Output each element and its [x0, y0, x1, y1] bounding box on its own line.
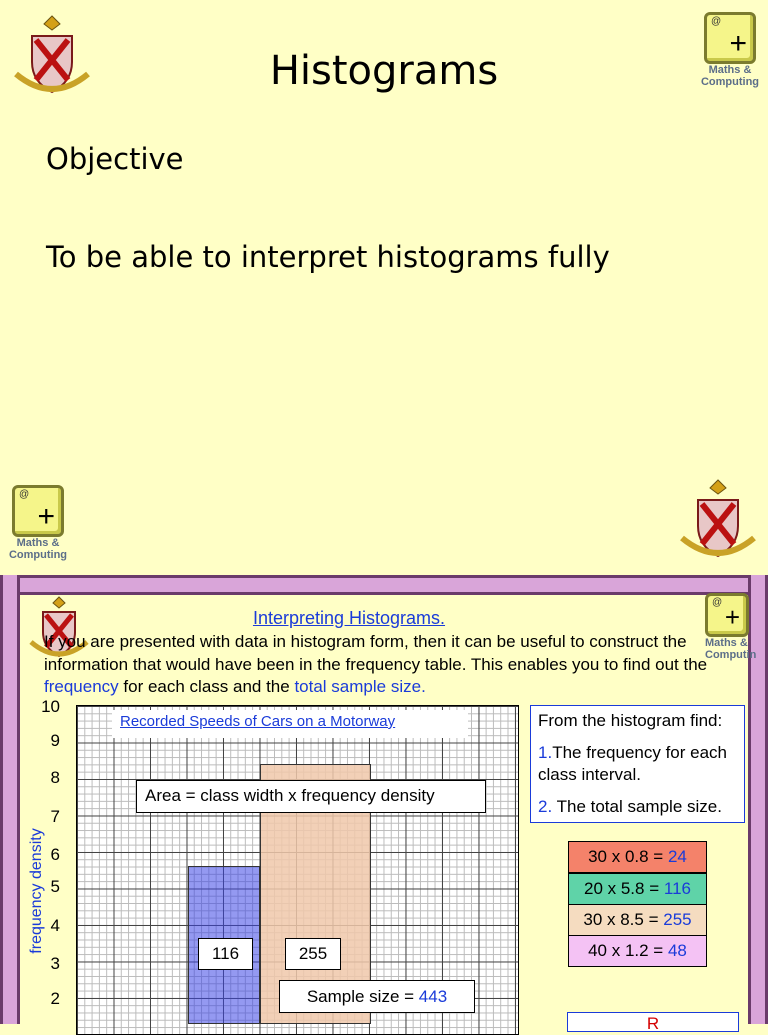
- school-crest-icon: [678, 476, 758, 566]
- intro-paragraph: [44, 631, 734, 699]
- instruction-heading: From the histogram find:: [538, 711, 723, 730]
- frequency-term: frequency: [44, 677, 119, 696]
- calc-expression: 30 x 0.8 =: [588, 847, 668, 866]
- badge-text: Computin: [705, 649, 757, 661]
- y-tick-label: 6: [50, 845, 60, 864]
- maths-computing-badge: [8, 485, 68, 561]
- badge-text: Computing: [8, 549, 68, 561]
- badge-text: Maths &: [16, 537, 60, 549]
- y-tick-label: 4: [50, 916, 60, 935]
- calc-result: 24: [667, 847, 687, 866]
- instruction-item-1: [538, 742, 737, 786]
- badge-text: Maths &: [705, 637, 748, 649]
- slide-title: Histograms: [269, 48, 499, 94]
- item-text: The frequency for each class interval.: [538, 743, 728, 784]
- y-tick-label: 8: [50, 768, 60, 787]
- y-tick-label: 2: [50, 989, 60, 1008]
- calc-expression: 30 x 8.5 =: [583, 910, 664, 929]
- objective-text: To be able to interpret histograms fully: [46, 240, 610, 274]
- calculation-row: [568, 935, 707, 967]
- y-tick-label: 3: [50, 954, 60, 973]
- y-tick-label: 10: [41, 697, 60, 716]
- bar-value-label: 255: [285, 938, 341, 970]
- y-tick-label: 7: [50, 807, 60, 826]
- calc-expression: 40 x 1.2 =: [588, 941, 668, 960]
- y-axis-title: frequency density: [28, 828, 45, 954]
- badge-text: Computing: [700, 76, 760, 88]
- instruction-box: [530, 705, 745, 823]
- total-sample-term: total sample size.: [294, 677, 426, 696]
- area-formula-box: Area = class width x frequency density: [136, 780, 486, 813]
- maths-computing-badge: [700, 12, 760, 88]
- instruction-item-2: [538, 796, 737, 818]
- plus-icon: @ +: [704, 12, 756, 64]
- calculation-row: [568, 841, 707, 873]
- chart-title: Recorded Speeds of Cars on a Motorway: [112, 710, 468, 738]
- bar-value-label: 116: [198, 938, 253, 970]
- calc-result: 48: [667, 941, 687, 960]
- item-number: 1.: [538, 743, 553, 762]
- sample-size-value: 443: [418, 987, 448, 1006]
- calculation-row: [568, 904, 707, 936]
- calc-result: 255: [663, 910, 692, 929]
- para-text: If you are presented with data in histogram form, then it can be useful to construct the information that would have been in the frequency table. This enables you to find out the: [44, 632, 708, 674]
- objective-label: Objective: [46, 142, 184, 176]
- slide-frame-left: [0, 575, 20, 1024]
- y-tick-label: 9: [50, 731, 60, 750]
- plus-icon: @ +: [12, 485, 64, 537]
- para-text: for each class and the: [118, 677, 295, 696]
- slide-2-title: Interpreting Histograms.: [252, 608, 446, 628]
- slide-frame-top: [0, 575, 768, 595]
- badge-text: Maths &: [708, 64, 752, 76]
- y-tick-label: 5: [50, 877, 60, 896]
- sample-size-box: [279, 980, 475, 1013]
- calc-result: 116: [663, 879, 691, 898]
- calc-expression: 20 x 5.8 =: [584, 879, 664, 898]
- plus-icon: @ +: [705, 593, 749, 637]
- item-number: 2.: [538, 797, 553, 816]
- bottom-text: R: [646, 1014, 660, 1033]
- item-text: The total sample size.: [552, 797, 722, 816]
- calculation-row: [568, 873, 707, 905]
- sample-size-label: Sample size =: [306, 987, 419, 1006]
